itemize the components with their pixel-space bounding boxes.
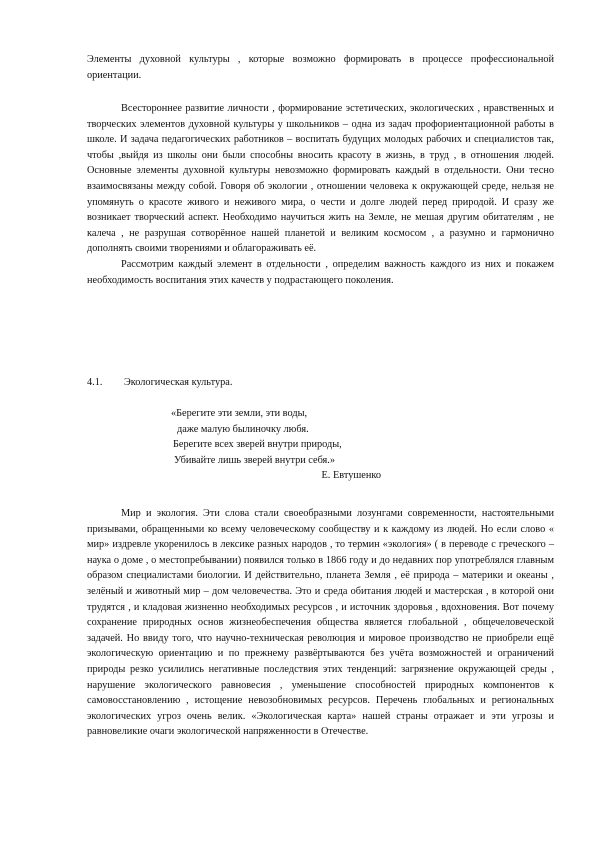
epigraph-line: даже малую былиночку любя. — [177, 423, 309, 435]
paragraph-each-element: Рассмотрим каждый элемент в отдельности , определим важность каждого из них и покажем необходимость воспитания этих качеств у подрастающего поколения. — [87, 258, 554, 286]
epigraph — [171, 406, 381, 484]
body-block-1 — [87, 101, 554, 288]
paragraph-spiritual-culture: Всестороннее развитие личности , формирование эстетических, экологических , нравственных и творческих элементов духовной культуры у школьников – одна из задач профориентационной работы в школе. И задача педагогических работников – воспитать будущих молодых рабочих и специалистов так, чтобы ,выйдя из школы они были способны вносить красоту в жизнь, в труд , в отношения людей. Основные элементы духовной культуры невозможно формировать каждый в отдельности. Они тесно взаимосвязаны между собой. Говоря об экологии , отношении человека к окружающей среде, нельзя не упомянуть о красоте живого и неживого мира, о чести и долге людей перед природой. И сразу же возникает творческий аспект. Необходимо научиться жить на Земле, не мешая другим обитателям , не калеча , не разрушая сотворённое нашей планетой и великим космосом , а разумно и гармонично дополнять своими творениями и облагораживать её. — [87, 103, 554, 255]
epigraph-line: Убивайте лишь зверей внутри себя.» — [174, 454, 336, 466]
epigraph-line: Берегите всех зверей внутри природы, — [173, 439, 342, 451]
epigraph-author: Е. Евтушенко — [321, 470, 381, 482]
paragraph-peace-and-ecology: Мир и экология. Эти слова стали своеобразными лозунгами современности, настоятельными призывами, обращенными ко всему человеческому сообществу и к каждому из людей. Но если слово « мир» издревле укоренилось в лексике разных народов , то термин «экология» ( в переводе с греческого – наука о доме , о местопребывании) появился только в 1866 году и до недавних пор употреблялся главным образом специалистами биологии. И действительно, планета Земля , её природа – материки и океаны , зелёный и животный мир – дом человечества. Это и среда обитания людей и мастерская , в которой они трудятся , и кладовая жизненно необходимых ресурсов , и источник здоровья , вдохновения. Вот почему сохранение природных основ жизнеобеспечения общества является глобальной , общечеловеческой задачей. Но ввиду того, что научно-техническая революция и мировое производство не приобрели ещё экологическую ориентацию и по прежнему развёртываются без учёта возможностей и ограничений природы резко усилились негативные последствия этих тенденций: загрязнение окружающей среды , нарушение экологического равновесия , уменьшение способностей природных компонентов к самовосстановлению , истощение невозобновимых ресурсов. Перечень глобальных и региональных экологических угроз очень велик. «Экологическая карта» нашей страны отражает и эти угрозы и равновеликие очаги экологической напряженности в Отечестве. — [87, 508, 554, 738]
section-heading — [87, 375, 232, 391]
section-number: 4.1. — [87, 377, 103, 388]
section-title: Экологическая культура. — [124, 377, 233, 388]
epigraph-line: «Берегите эти земли, эти воды, — [171, 408, 308, 419]
intro-paragraph: Элементы духовной культуры , которые возможно формировать в процессе профессиональной ориентации. — [87, 54, 554, 81]
